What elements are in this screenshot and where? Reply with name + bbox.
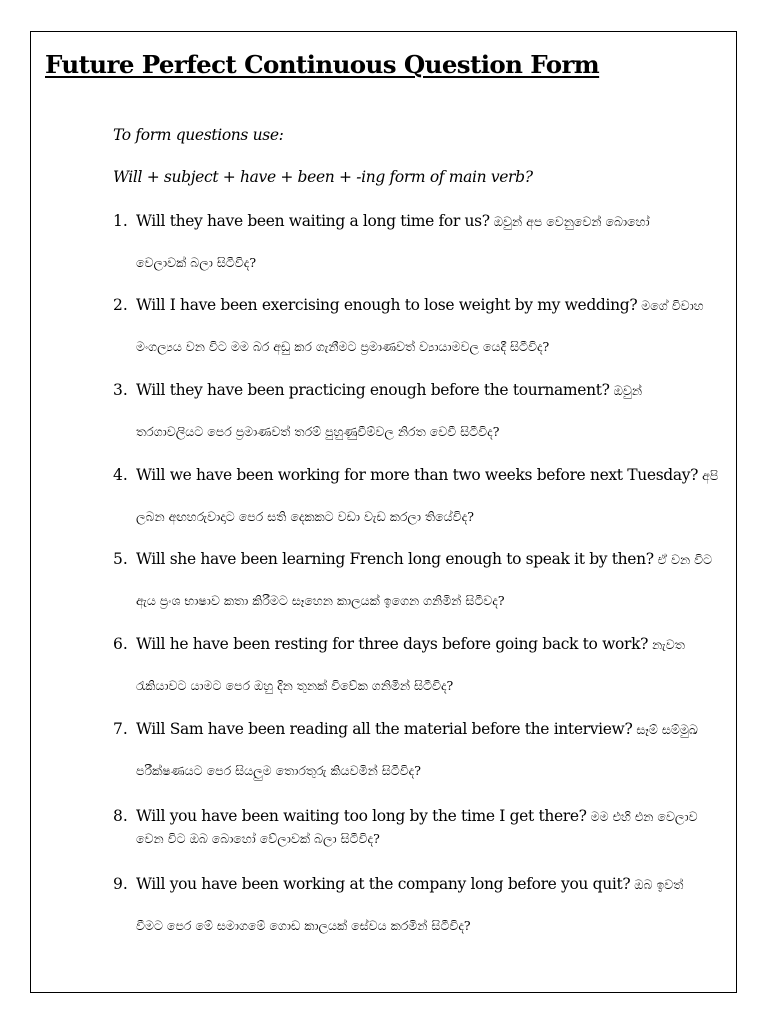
item-number: 2.: [113, 296, 128, 314]
sinhala-translation: වෙලාවක් බලා සිටීවිද?: [136, 255, 257, 270]
document-title: Future Perfect Continuous Question Form: [45, 50, 600, 79]
english-sentence: Will you have been waiting too long by the time I get there? මම එහි එන වෙලාව: [136, 807, 698, 825]
sinhala-translation: තරගාවලියට පෙර ප්‍රමාණවත් තරම් පුහුණුවීම්වල නිරත වෙවී සිටීවිද?: [136, 424, 500, 439]
english-sentence: Will they have been waiting a long time for us? ඔවුන් අප වෙනුවෙන් බොහෝ: [136, 212, 650, 230]
item-number: 3.: [113, 381, 128, 399]
intro-formula: Will + subject + have + been + -ing form of main verb?: [113, 168, 533, 186]
sinhala-translation-start: ඔබ ඉවත්: [634, 877, 684, 892]
english-sentence: Will they have been practicing enough before the tournament? ඔවුන්: [136, 381, 642, 399]
intro-line-1: To form questions use:: [113, 126, 284, 144]
item-number: 8.: [113, 807, 128, 825]
sinhala-translation-start: සෑම් සම්මුඛ: [636, 722, 698, 737]
english-sentence: Will you have been working at the company long before you quit? ඔබ ඉවත්: [136, 875, 684, 893]
english-sentence: Will I have been exercising enough to lose weight by my wedding? මගේ විවාහ: [136, 296, 704, 314]
sinhala-translation: වීමට පෙර මේ සමාගමේ ගොඩ කාලයක් සේවය කරමින් සිටීවිද?: [136, 918, 471, 933]
item-number: 4.: [113, 466, 128, 484]
english-sentence: Will we have been working for more than two weeks before next Tuesday? අපි: [136, 466, 719, 484]
sinhala-translation-start: ඔවුන් අප වෙනුවෙන් බොහෝ: [493, 214, 650, 229]
sinhala-translation-start: ඔවුන්: [613, 383, 642, 398]
sinhala-translation: ලබන අඟහරුවාදාට පෙර සති දෙකකට වඩා වැඩ කරලා තියේවිද?: [136, 509, 474, 524]
sinhala-translation-start: මගේ විවාහ: [641, 298, 704, 313]
sinhala-translation-start: අපි: [702, 468, 719, 483]
english-sentence: Will she have been learning French long enough to speak it by then? ඒ වන විට: [136, 550, 713, 568]
sinhala-translation: වෙන විට ඔබ බොහෝ වේලාවක් බලා සිටීවිද?: [136, 831, 380, 846]
sinhala-translation: රැකියාවට යාමට පෙර ඔහු දින තුනක් විවේක ගනිමින් සිටීවිද?: [136, 678, 454, 693]
sinhala-translation: පරීක්ෂණයට පෙර සියලුම තොරතුරු කියවමින් සිටීවිද?: [136, 763, 421, 778]
item-number: 6.: [113, 635, 128, 653]
sinhala-translation-start: ඒ වන විට: [657, 552, 713, 567]
sinhala-translation-start: මම එහි එන වෙලාව: [590, 809, 698, 824]
english-sentence: Will he have been resting for three days before going back to work? නැවත: [136, 635, 685, 653]
english-sentence: Will Sam have been reading all the material before the interview? සෑම් සම්මුඛ: [136, 720, 698, 738]
sinhala-translation-start: නැවත: [652, 637, 685, 652]
item-number: 1.: [113, 212, 128, 230]
item-number: 9.: [113, 875, 128, 893]
item-number: 7.: [113, 720, 128, 738]
sinhala-translation: ඇය ප්‍රංශ භාෂාව කතා කිරීමට සෑහෙන කාලයක් ඉගෙන ගනිමින් සිටීවද?: [136, 593, 505, 608]
item-number: 5.: [113, 550, 128, 568]
sinhala-translation: මංගල්‍යය වන විට මම බර අඩු කර ගැනීමට ප්‍රමාණවත් ව්‍යායාමවල යෙදී සිටීවිද?: [136, 339, 550, 354]
